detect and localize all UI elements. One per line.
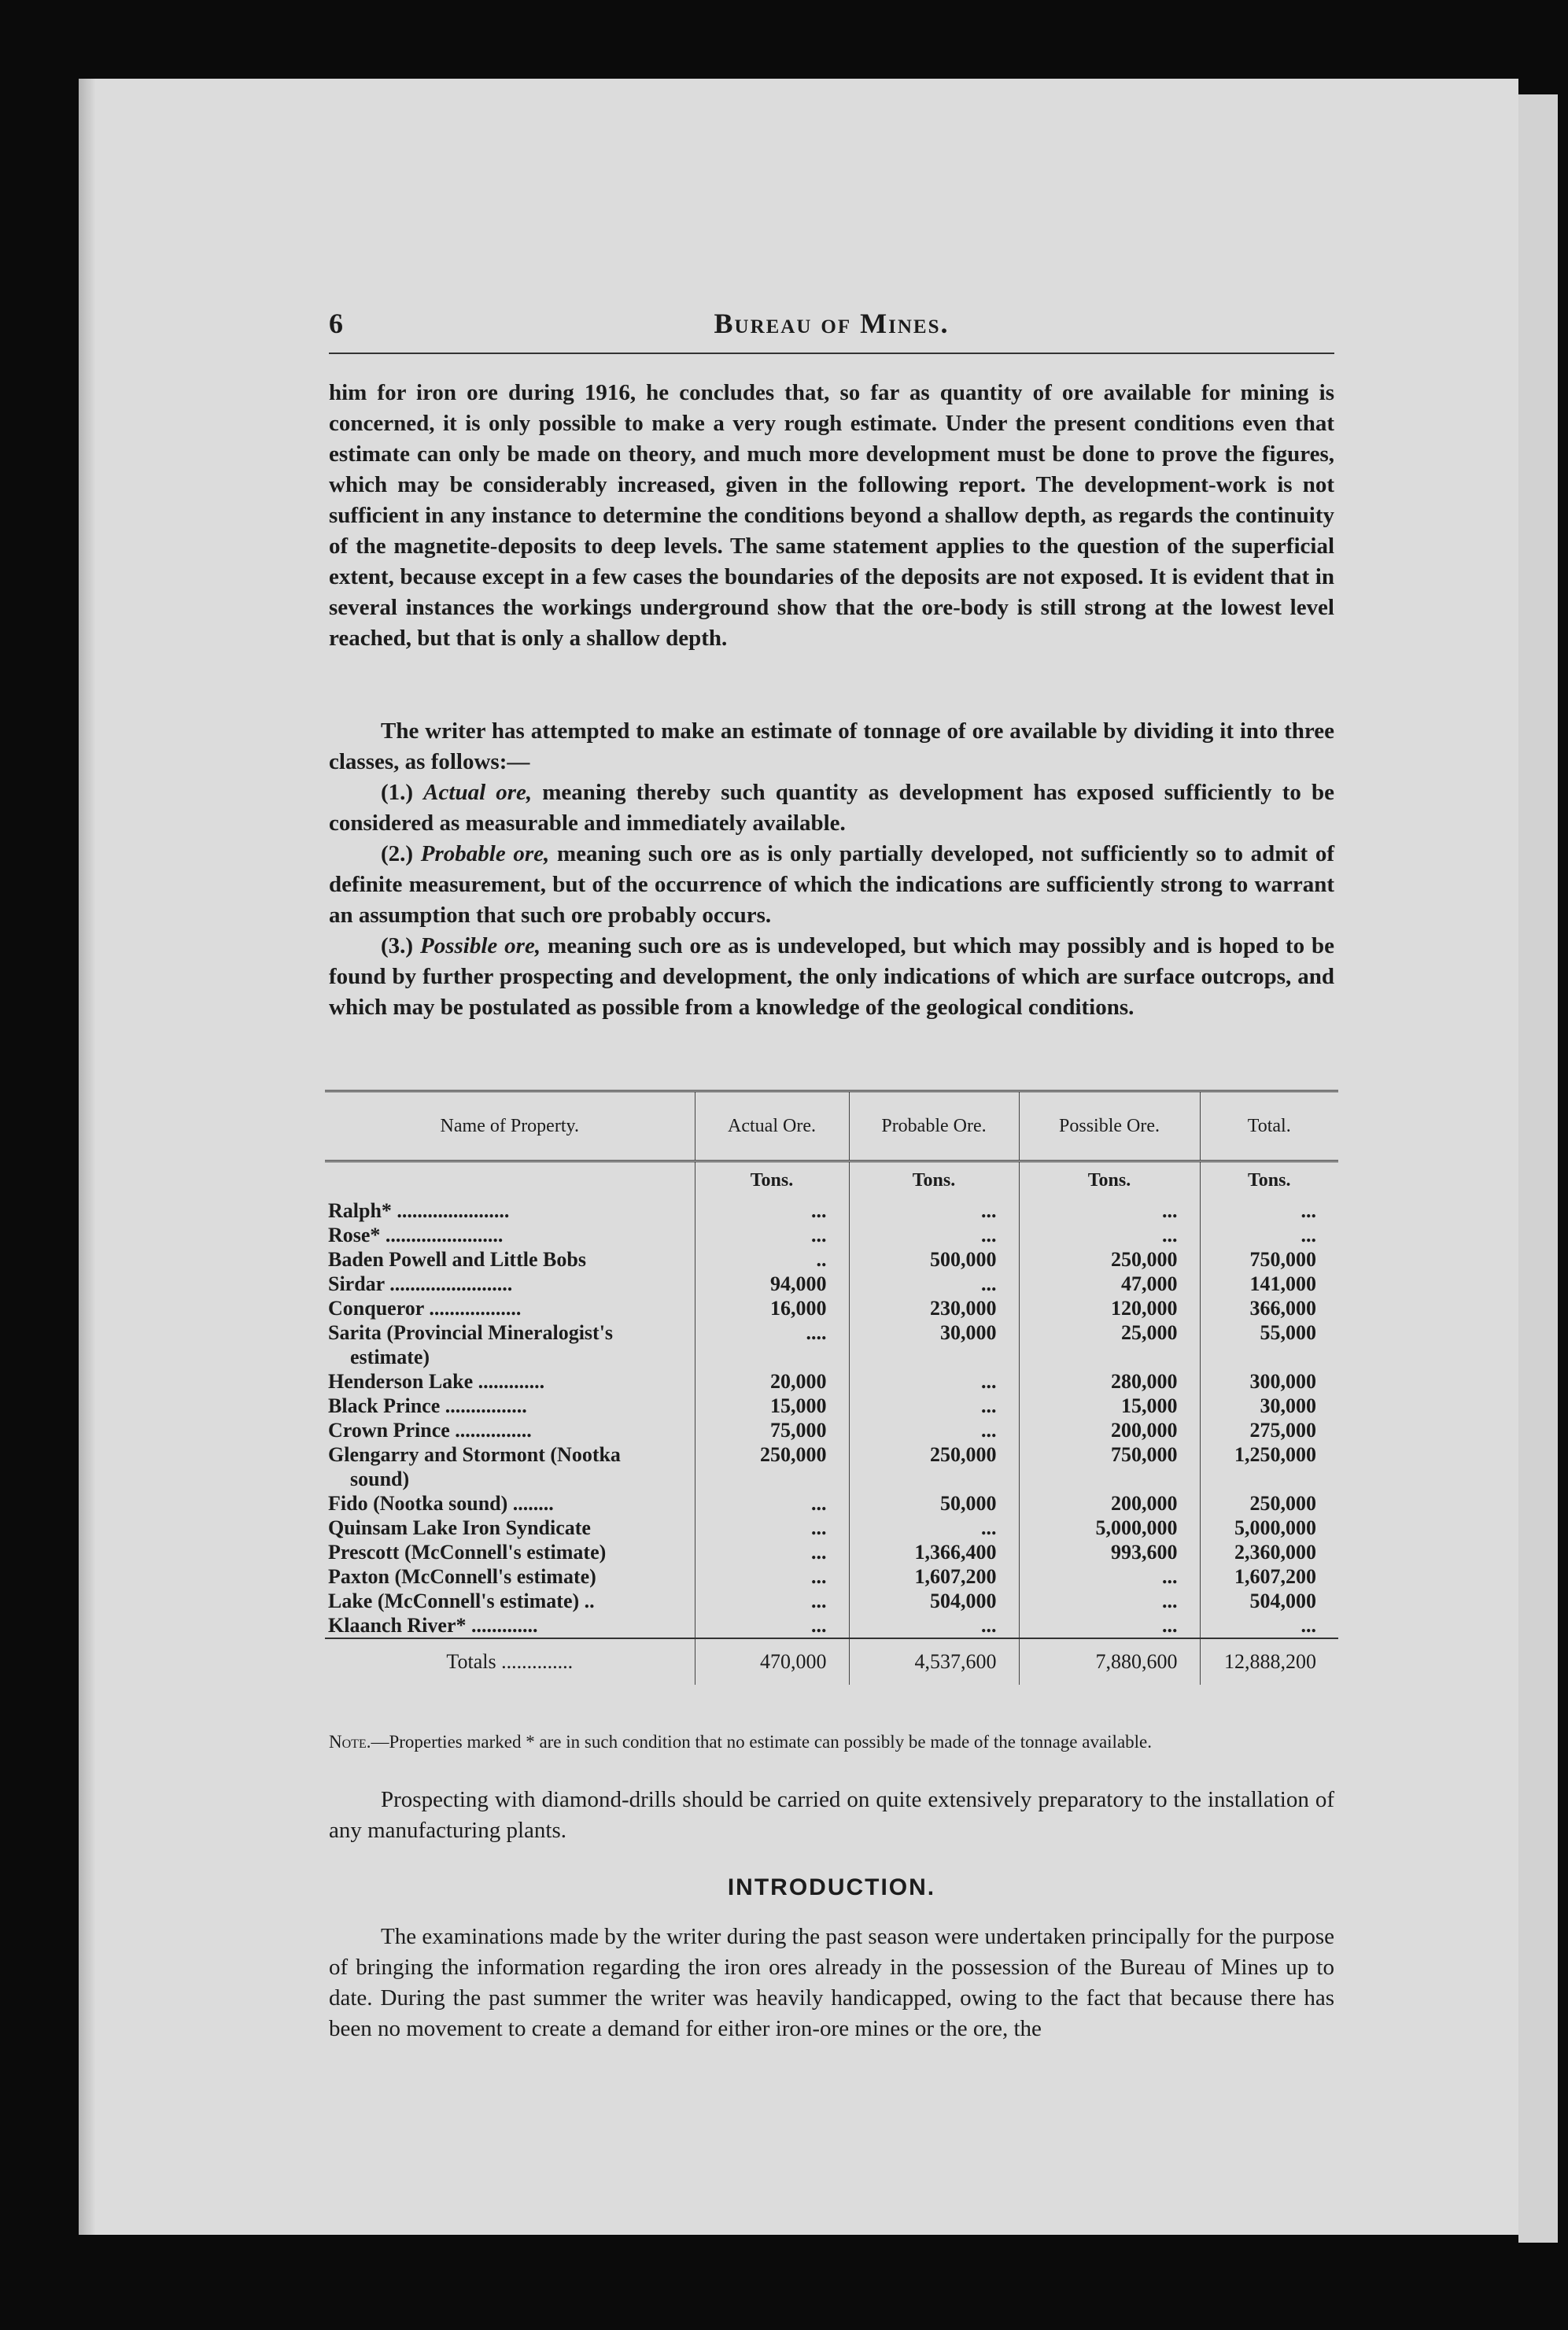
- property-name-cell: [325, 1198, 695, 1223]
- property-name: Baden Powell and Little Bobs: [328, 1248, 586, 1271]
- column-header: Name of Property.: [325, 1091, 695, 1161]
- actual-ore-cell: 94,000: [695, 1272, 849, 1296]
- paragraph-prospecting: Prospecting with diamond-drills should be carried on quite extensively preparatory to the installation of any manufacturing plants.: [329, 1787, 1334, 1843]
- total-ore-cell: 1,250,000: [1200, 1442, 1338, 1491]
- probable-ore-cell: ...: [849, 1223, 1019, 1247]
- table-row: [325, 1540, 1338, 1564]
- column-header: Probable Ore.: [849, 1091, 1019, 1161]
- units-row: [325, 1161, 1338, 1199]
- possible-ore-cell: ...: [1019, 1223, 1200, 1247]
- column-header: Actual Ore.: [695, 1091, 849, 1161]
- definition-number: (1.): [381, 780, 414, 805]
- possible-ore-cell: 120,000: [1019, 1296, 1200, 1320]
- property-name-cell: [325, 1320, 695, 1369]
- property-name-cell: [325, 1223, 695, 1247]
- probable-ore-cell: ...: [849, 1418, 1019, 1442]
- note-label: Note.: [329, 1732, 371, 1752]
- possible-ore-cell: ...: [1019, 1613, 1200, 1638]
- total-ore-cell: ...: [1200, 1223, 1338, 1247]
- table-note: [329, 1731, 1334, 1753]
- definition-probable-ore: [329, 839, 1334, 931]
- total-ore-cell: 250,000: [1200, 1491, 1338, 1516]
- actual-ore-cell: ..: [695, 1247, 849, 1272]
- total-ore-cell: 750,000: [1200, 1247, 1338, 1272]
- table-header-row: [325, 1091, 1338, 1161]
- total-ore-cell: 1,607,200: [1200, 1564, 1338, 1589]
- probable-ore-cell: 30,000: [849, 1320, 1019, 1369]
- actual-ore-cell: 15,000: [695, 1394, 849, 1418]
- total-ore-cell: 366,000: [1200, 1296, 1338, 1320]
- property-name: Henderson Lake .............: [328, 1370, 545, 1393]
- page-number: 6: [329, 308, 343, 339]
- running-header: [329, 301, 1334, 343]
- totals-possible: 7,880,600: [1019, 1638, 1200, 1685]
- probable-ore-cell: ...: [849, 1198, 1019, 1223]
- total-ore-cell: 300,000: [1200, 1369, 1338, 1394]
- probable-ore-cell: 1,366,400: [849, 1540, 1019, 1564]
- unit-cell: Tons.: [695, 1161, 849, 1199]
- probable-ore-cell: 50,000: [849, 1491, 1019, 1516]
- actual-ore-cell: 75,000: [695, 1418, 849, 1442]
- possible-ore-cell: 47,000: [1019, 1272, 1200, 1296]
- table-row: [325, 1418, 1338, 1442]
- table-row: [325, 1223, 1338, 1247]
- possible-ore-cell: 280,000: [1019, 1369, 1200, 1394]
- probable-ore-cell: 504,000: [849, 1589, 1019, 1613]
- unit-cell: Tons.: [1200, 1161, 1338, 1199]
- property-name-continuation: sound): [350, 1468, 410, 1490]
- property-name-cell: [325, 1589, 695, 1613]
- property-name-continuation: estimate): [350, 1346, 430, 1368]
- property-name-cell: [325, 1491, 695, 1516]
- actual-ore-cell: ...: [695, 1613, 849, 1638]
- possible-ore-cell: 5,000,000: [1019, 1516, 1200, 1540]
- property-name: Conqueror ..................: [328, 1297, 522, 1320]
- note-text: —Properties marked * are in such condition that no estimate can possibly be made of the tonnage available.: [371, 1732, 1153, 1752]
- section-heading: INTRODUCTION.: [727, 1874, 936, 1900]
- total-ore-cell: 55,000: [1200, 1320, 1338, 1369]
- table-row: [325, 1320, 1338, 1369]
- total-ore-cell: 30,000: [1200, 1394, 1338, 1418]
- total-ore-cell: ...: [1200, 1613, 1338, 1638]
- possible-ore-cell: 200,000: [1019, 1491, 1200, 1516]
- total-ore-cell: 5,000,000: [1200, 1516, 1338, 1540]
- table-row: [325, 1198, 1338, 1223]
- table-row: [325, 1394, 1338, 1418]
- page-edge-shadow: [79, 79, 96, 2235]
- definition-possible-ore: [329, 931, 1334, 1023]
- probable-ore-cell: ...: [849, 1613, 1019, 1638]
- actual-ore-cell: ...: [695, 1198, 849, 1223]
- totals-total: 12,888,200: [1200, 1638, 1338, 1685]
- actual-ore-cell: ...: [695, 1564, 849, 1589]
- possible-ore-cell: ...: [1019, 1589, 1200, 1613]
- probable-ore-cell: 230,000: [849, 1296, 1019, 1320]
- definition-term: Actual ore,: [423, 780, 533, 805]
- probable-ore-cell: ...: [849, 1369, 1019, 1394]
- actual-ore-cell: ...: [695, 1589, 849, 1613]
- property-name-cell: [325, 1613, 695, 1638]
- unit-cell: Tons.: [1019, 1161, 1200, 1199]
- actual-ore-cell: 250,000: [695, 1442, 849, 1491]
- actual-ore-cell: 16,000: [695, 1296, 849, 1320]
- actual-ore-cell: ...: [695, 1516, 849, 1540]
- paragraph-1: him for iron ore during 1916, he concludes that, so far as quantity of ore available for mining is concerned, it is only possible to make a very rough estimate. Under the present conditions even that estimate can only be made on theory, and much more development must be done to prove the figures, which may be considerably increased, given in the following report. The development-work is not sufficient in any instance to determine the conditions beyond a shallow depth, as regards the continuity of the magnetite-deposits to deep levels. The same statement applies to the question of the superficial extent, because except in a few cases the boundaries of the deposits are not exposed. It is evident that in several instances the workings underground show that the ore-body is still strong at the lowest level reached, but that is only a shallow depth.: [329, 380, 1334, 651]
- probable-ore-cell: 250,000: [849, 1442, 1019, 1491]
- probable-ore-cell: ...: [849, 1394, 1019, 1418]
- possible-ore-cell: 250,000: [1019, 1247, 1200, 1272]
- definition-number: (2.): [381, 841, 414, 866]
- definition-text: meaning such ore as is only partially developed, not sufficiently so to admit of definite measurement, but of the occurrence of which the indications are sufficiently strong to warrant an assumption that such ore probably occurs.: [329, 841, 1335, 928]
- probable-ore-cell: ...: [849, 1272, 1019, 1296]
- property-name-cell: [325, 1540, 695, 1564]
- property-name-cell: [325, 1296, 695, 1320]
- table-row: [325, 1369, 1338, 1394]
- table-row: [325, 1589, 1338, 1613]
- totals-row: [325, 1638, 1338, 1685]
- property-name: Lake (McConnell's estimate) ..: [328, 1590, 595, 1612]
- property-name-cell: [325, 1272, 695, 1296]
- paragraph-introduction: The examinations made by the writer during the past season were undertaken principally for the purpose of bringing the information regarding the iron ores already in the possession of the Bureau of Mines up to date. During the past summer the writer was heavily handicapped, owing to the fact that because there has been no movement to create a demand for either iron-ore mines or the ore, the: [329, 1924, 1334, 2041]
- possible-ore-cell: 15,000: [1019, 1394, 1200, 1418]
- possible-ore-cell: 993,600: [1019, 1540, 1200, 1564]
- property-name-cell: [325, 1369, 695, 1394]
- header-rule: [329, 353, 1334, 354]
- table-row: [325, 1516, 1338, 1540]
- probable-ore-cell: 500,000: [849, 1247, 1019, 1272]
- property-name-cell: [325, 1418, 695, 1442]
- probable-ore-cell: ...: [849, 1516, 1019, 1540]
- possible-ore-cell: ...: [1019, 1564, 1200, 1589]
- property-name-cell: [325, 1442, 695, 1491]
- total-ore-cell: 141,000: [1200, 1272, 1338, 1296]
- property-name-cell: [325, 1516, 695, 1540]
- property-name: Sirdar ........................: [328, 1272, 513, 1295]
- total-ore-cell: 504,000: [1200, 1589, 1338, 1613]
- property-name: Prescott (McConnell's estimate): [328, 1541, 607, 1564]
- actual-ore-cell: ...: [695, 1223, 849, 1247]
- actual-ore-cell: ...: [695, 1491, 849, 1516]
- unit-cell: Tons.: [849, 1161, 1019, 1199]
- property-name-cell: [325, 1564, 695, 1589]
- property-name: Crown Prince ...............: [328, 1419, 532, 1442]
- table-row: [325, 1442, 1338, 1491]
- property-name: Quinsam Lake Iron Syndicate: [328, 1516, 591, 1539]
- property-name-cell: [325, 1247, 695, 1272]
- possible-ore-cell: ...: [1019, 1198, 1200, 1223]
- actual-ore-cell: ....: [695, 1320, 849, 1369]
- total-ore-cell: 2,360,000: [1200, 1540, 1338, 1564]
- property-name-cell: [325, 1394, 695, 1418]
- property-name: Rose* .......................: [328, 1224, 504, 1246]
- property-name: Fido (Nootka sound) ........: [328, 1492, 554, 1515]
- total-ore-cell: 275,000: [1200, 1418, 1338, 1442]
- definition-number: (3.): [381, 933, 414, 958]
- table-row: [325, 1272, 1338, 1296]
- unit-cell: [325, 1161, 695, 1199]
- probable-ore-cell: 1,607,200: [849, 1564, 1019, 1589]
- property-name: Klaanch River* .............: [328, 1614, 538, 1637]
- running-title: Bureau of Mines.: [714, 308, 950, 339]
- totals-label: Totals ..............: [325, 1638, 695, 1685]
- ore-estimate-table: [325, 1090, 1338, 1685]
- actual-ore-cell: ...: [695, 1540, 849, 1564]
- definition-term: Possible ore,: [419, 933, 541, 958]
- table-row: [325, 1247, 1338, 1272]
- definition-actual-ore: [329, 777, 1334, 839]
- property-name: Ralph* ......................: [328, 1199, 510, 1222]
- column-header: Possible Ore.: [1019, 1091, 1200, 1161]
- table-row: [325, 1296, 1338, 1320]
- property-name: Paxton (McConnell's estimate): [328, 1565, 596, 1588]
- totals-actual: 470,000: [695, 1638, 849, 1685]
- possible-ore-cell: 25,000: [1019, 1320, 1200, 1369]
- paragraph-2: The writer has attempted to make an estimate of tonnage of ore available by dividing it into three classes, as follows:—: [329, 718, 1334, 774]
- possible-ore-cell: 750,000: [1019, 1442, 1200, 1491]
- definition-text: meaning thereby such quantity as development has exposed sufficiently to be considered as measurable and immediately available.: [329, 780, 1335, 836]
- table-row: [325, 1613, 1338, 1638]
- possible-ore-cell: 200,000: [1019, 1418, 1200, 1442]
- totals-probable: 4,537,600: [849, 1638, 1019, 1685]
- actual-ore-cell: 20,000: [695, 1369, 849, 1394]
- table-row: [325, 1491, 1338, 1516]
- table-row: [325, 1564, 1338, 1589]
- adjacent-page-edge: [1518, 94, 1558, 2243]
- column-header: Total.: [1200, 1091, 1338, 1161]
- total-ore-cell: ...: [1200, 1198, 1338, 1223]
- property-name: Sarita (Provincial Mineralogist's: [328, 1321, 614, 1344]
- property-name: Glengarry and Stormont (Nootka: [328, 1443, 621, 1466]
- definition-term: Probable ore,: [420, 841, 550, 866]
- definition-text: meaning such ore as is undeveloped, but which may possibly and is hoped to be found by further prospecting and development, the only indications of which are surface outcrops, and which may be postulated as possible from a knowledge of the geological conditions.: [329, 933, 1334, 1020]
- property-name: Black Prince ................: [328, 1394, 527, 1417]
